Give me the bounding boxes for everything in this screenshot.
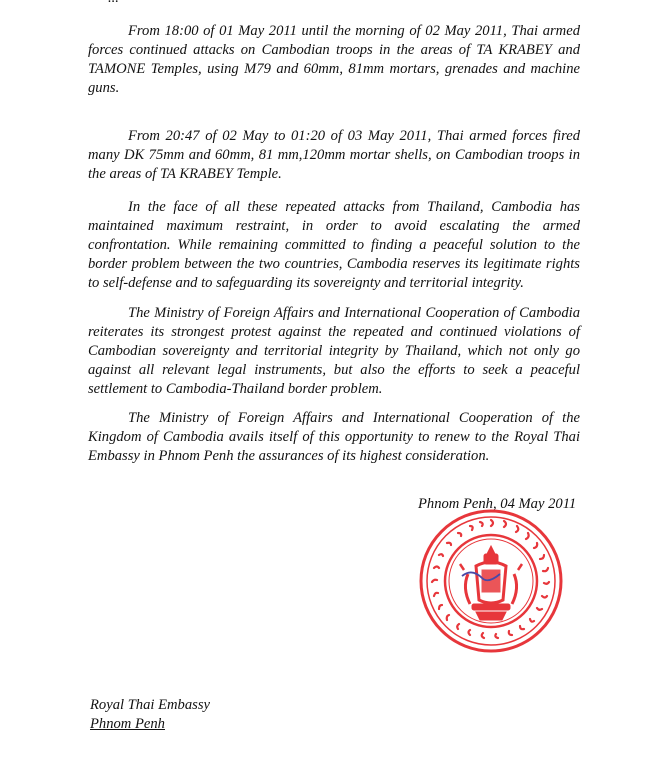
paragraph-restraint: In the face of all these repeated attacks from Thailand, Cambodia has maintained maximum restraint, in order to avoid escalating the armed confrontation. While remaining committed to finding a peaceful solution to the border problem between the two countries, Cambodia reserves its legitimate rights to self-defense and to safeguarding its sovereignty and territorial integrity. — [88, 199, 580, 291]
cutoff-text-fragment — [108, 0, 408, 8]
addressee-block — [90, 696, 210, 734]
ministry-seal-stamp — [418, 508, 564, 654]
paragraph-attacks-may-2: From 20:47 of 02 May to 01:20 of 03 May 2011, Thai armed forces fired many DK 75mm and 60mm, 81 mm,120mm mortar shells, on Cambodian troops in the areas of TA KRABEY Temple. — [88, 128, 580, 182]
paragraph-attacks-may-1: From 18:00 of 01 May 2011 until the morning of 02 May 2011, Thai armed forces continued attacks on Cambodian troops in the areas of TA KRABEY and TAMONE Temples, using M79 and 60mm, 81mm mortars, grenades and machine guns. — [88, 23, 580, 96]
recipient-name: Royal Thai Embassy — [90, 697, 210, 713]
paragraph-closing: The Ministry of Foreign Affairs and International Cooperation of the Kingdom of Cambodia avails itself of this opportunity to renew to the Royal Thai Embassy in Phnom Penh the assurances of its highest consideration. — [88, 410, 580, 464]
place-and-date: Phnom Penh, 04 May 2011 — [418, 496, 577, 512]
recipient-city: Phnom Penh — [90, 716, 165, 732]
paragraph-protest: The Ministry of Foreign Affairs and International Cooperation of Cambodia reiterates its strongest protest against the repeated and continued violations of Cambodian sovereignty and territorial integrity by Thailand, which not only go against all relevant legal instruments, but also the efforts to seek a peaceful settlement to Cambodia-Thailand border problem. — [88, 305, 580, 397]
